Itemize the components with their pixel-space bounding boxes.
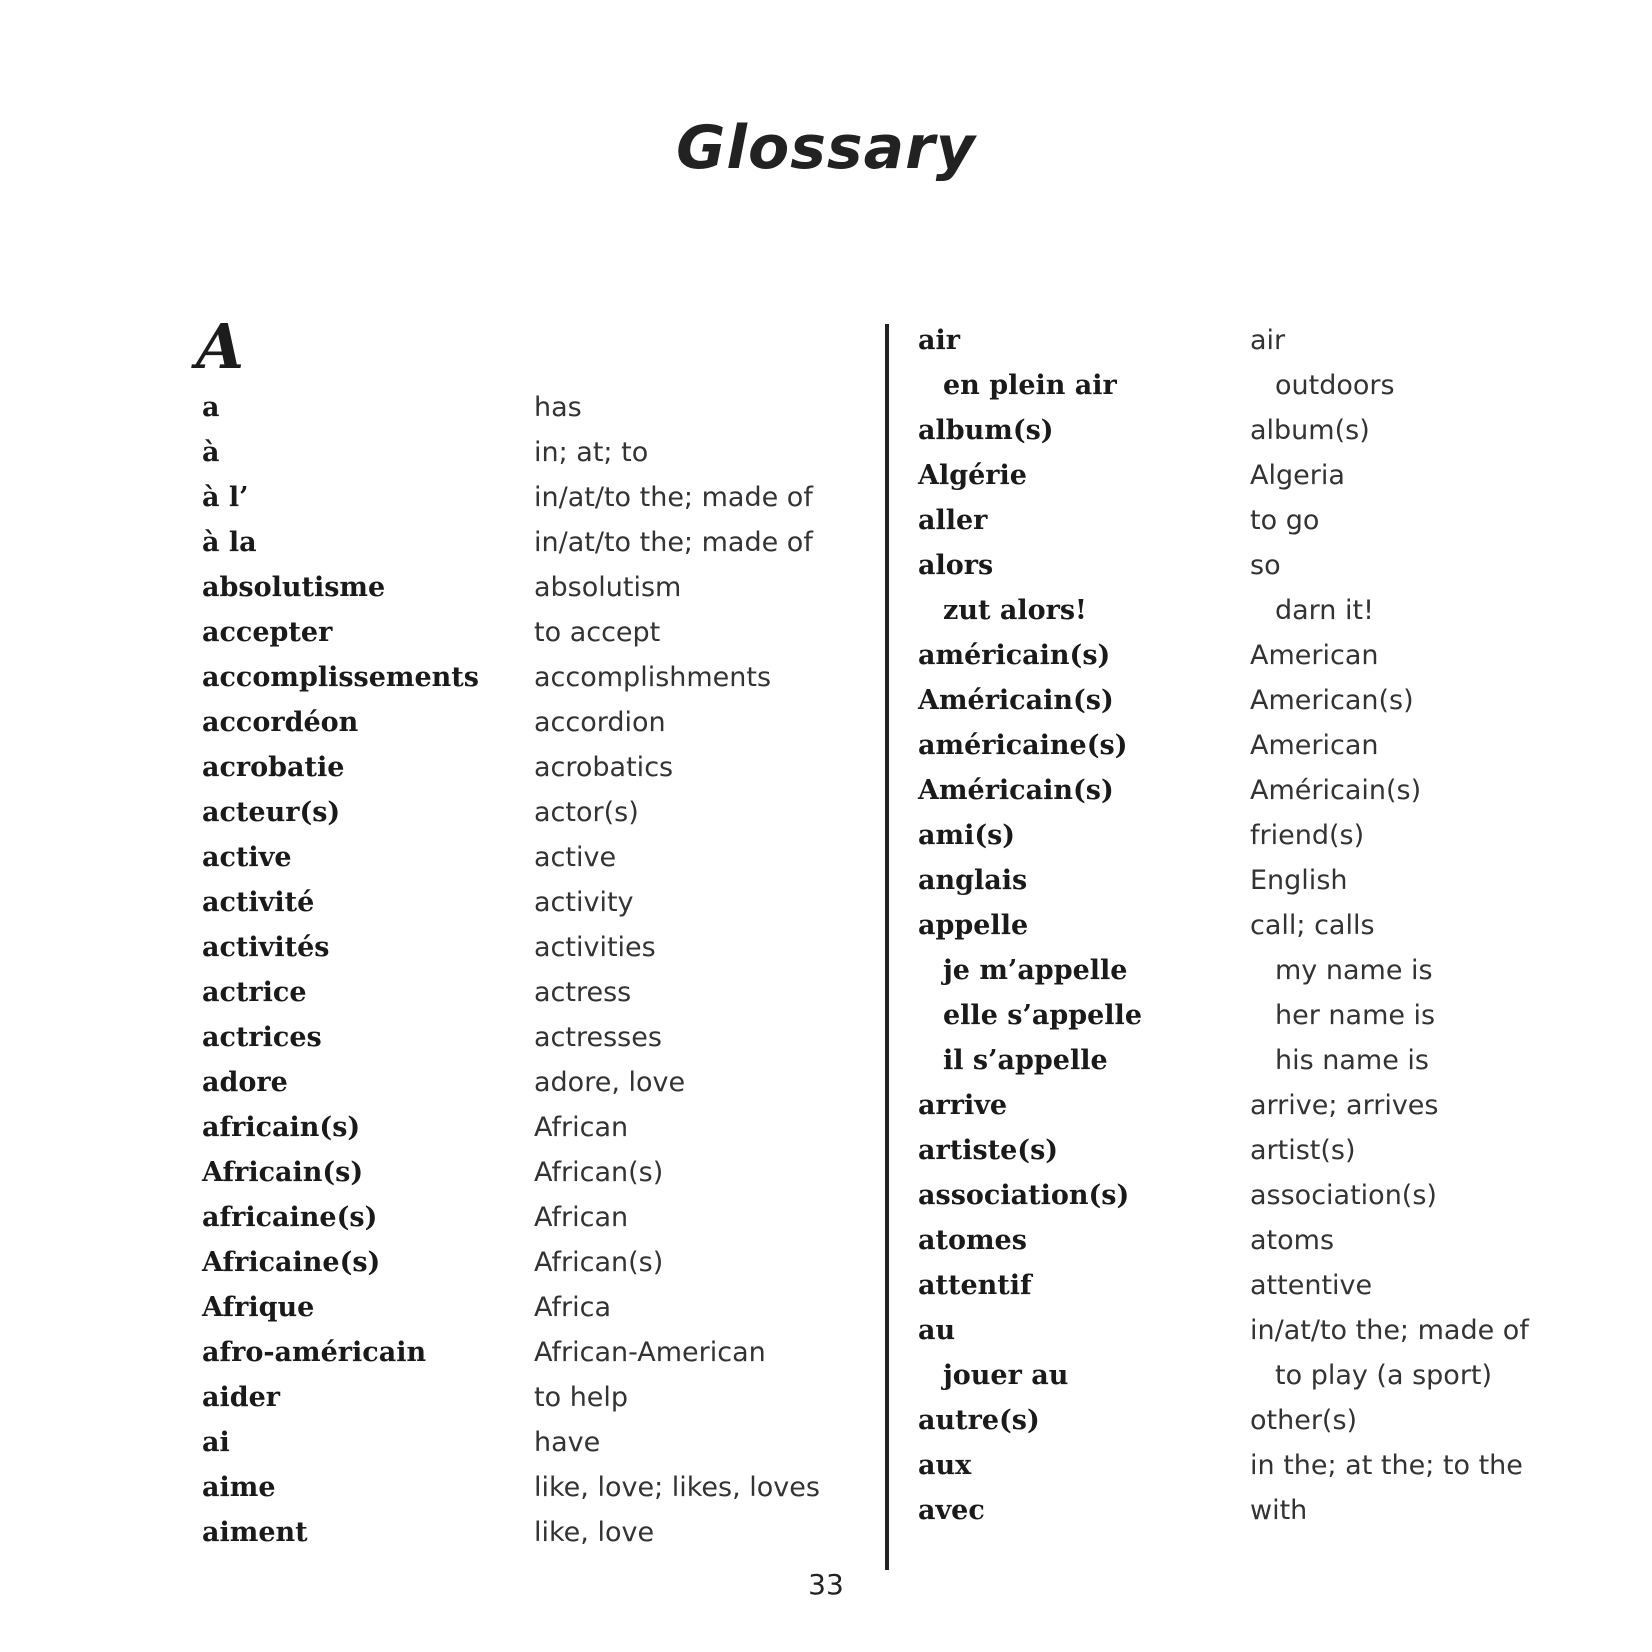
glossary-term: actrices [202,1022,322,1053]
glossary-entry [918,453,1558,498]
glossary-term: Africain(s) [202,1157,364,1188]
glossary-term: ami(s) [918,820,1016,851]
glossary-entry [202,835,842,880]
glossary-entry [918,1128,1558,1173]
glossary-entry [202,1240,842,1285]
glossary-definition: like, love; likes, loves [534,1472,820,1503]
glossary-entry [918,588,1558,633]
glossary-entry [202,925,842,970]
glossary-term: acteur(s) [202,797,341,828]
glossary-definition: in/at/to the; made of [1250,1315,1529,1346]
page-title: Glossary [676,113,976,183]
glossary-entry [918,408,1558,453]
glossary-definition: African(s) [534,1157,664,1188]
glossary-entry [918,858,1558,903]
glossary-term: atomes [918,1225,1027,1256]
glossary-entry [202,880,842,925]
glossary-term: aux [918,1450,972,1481]
glossary-entry [202,565,842,610]
glossary-term: elle s’appelle [943,1000,1142,1031]
glossary-entry [918,813,1558,858]
glossary-entry [202,1150,842,1195]
glossary-definition: has [534,392,582,423]
glossary-term: adore [202,1067,288,1098]
glossary-term: Afrique [202,1292,315,1323]
glossary-entry [918,1263,1558,1308]
glossary-entry [202,1465,842,1510]
glossary-entry [202,1420,842,1465]
glossary-definition: adore, love [534,1067,686,1098]
glossary-term: afro-américain [202,1337,427,1368]
glossary-term: air [918,325,960,356]
glossary-definition: to play (a sport) [1275,1360,1493,1391]
glossary-entry [918,633,1558,678]
glossary-entry [918,948,1558,993]
glossary-definition: activities [534,932,656,963]
glossary-definition: accomplishments [534,662,772,693]
glossary-entry [202,430,842,475]
glossary-definition: in/at/to the; made of [534,527,813,558]
glossary-entry [918,1218,1558,1263]
glossary-definition: accordion [534,707,666,738]
glossary-definition: air [1250,325,1286,356]
glossary-term: artiste(s) [918,1135,1059,1166]
glossary-definition: association(s) [1250,1180,1437,1211]
page-number: 33 [808,1568,844,1601]
glossary-definition: to go [1250,505,1320,536]
glossary-definition: actor(s) [534,797,639,828]
glossary-term: activité [202,887,315,918]
glossary-term: appelle [918,910,1029,941]
glossary-entry [202,385,842,430]
glossary-entry [918,1038,1558,1083]
glossary-entry [202,1285,842,1330]
glossary-entry [202,790,842,835]
glossary-term: absolutisme [202,572,386,603]
glossary-entry [918,543,1558,588]
glossary-term: aime [202,1472,276,1503]
glossary-definition: activity [534,887,634,918]
glossary-entry [918,363,1558,408]
glossary-definition: have [534,1427,601,1458]
glossary-entry [918,1308,1558,1353]
glossary-term: à [202,437,220,468]
glossary-definition: actress [534,977,632,1008]
glossary-term: il s’appelle [943,1045,1108,1076]
glossary-term: actrice [202,977,307,1008]
glossary-definition: his name is [1275,1045,1429,1076]
glossary-definition: atoms [1250,1225,1335,1256]
glossary-term: association(s) [918,1180,1130,1211]
glossary-definition: American [1250,730,1379,761]
glossary-entry [918,498,1558,543]
glossary-term: zut alors! [943,595,1087,626]
glossary-definition: attentive [1250,1270,1373,1301]
glossary-term: Africaine(s) [202,1247,381,1278]
glossary-definition: with [1250,1495,1308,1526]
glossary-definition: outdoors [1275,370,1395,401]
glossary-definition: Algeria [1250,460,1345,491]
glossary-definition: darn it! [1275,595,1374,626]
glossary-entry [202,610,842,655]
glossary-entry [202,655,842,700]
column-divider [885,324,889,1570]
glossary-definition: call; calls [1250,910,1375,941]
glossary-definition: friend(s) [1250,820,1365,851]
glossary-term: accepter [202,617,333,648]
glossary-definition: like, love [534,1517,655,1548]
glossary-definition: Africa [534,1292,612,1323]
glossary-entry [202,970,842,1015]
glossary-term: à la [202,527,257,558]
glossary-definition: absolutism [534,572,682,603]
glossary-entry [202,700,842,745]
glossary-entry [918,1443,1558,1488]
glossary-entry [202,1015,842,1060]
glossary-definition: African-American [534,1337,766,1368]
glossary-entry [202,520,842,565]
glossary-term: jouer au [943,1360,1069,1391]
glossary-right-column [918,318,1558,1533]
glossary-term: africain(s) [202,1112,361,1143]
glossary-term: a [202,392,220,423]
glossary-term: aller [918,505,988,536]
glossary-term: en plein air [943,370,1117,401]
glossary-entry [918,1488,1558,1533]
glossary-term: arrive [918,1090,1008,1121]
glossary-definition: actresses [534,1022,662,1053]
glossary-term: américain(s) [918,640,1111,671]
glossary-term: accordéon [202,707,359,738]
glossary-definition: African [534,1202,629,1233]
glossary-term: je m’appelle [943,955,1128,986]
glossary-term: aiment [202,1517,308,1548]
glossary-term: autre(s) [918,1405,1040,1436]
glossary-entry [202,1105,842,1150]
glossary-term: ai [202,1427,230,1458]
glossary-entry [918,723,1558,768]
section-letter: A [196,310,245,383]
glossary-term: à l’ [202,482,249,513]
glossary-entry [918,1083,1558,1128]
glossary-entry [918,1173,1558,1218]
glossary-definition: in; at; to [534,437,649,468]
glossary-definition: African(s) [534,1247,664,1278]
glossary-definition: English [1250,865,1348,896]
glossary-term: américaine(s) [918,730,1128,761]
glossary-term: accomplissements [202,662,479,693]
glossary-entry [918,318,1558,363]
glossary-term: Américain(s) [918,775,1114,806]
glossary-definition: artist(s) [1250,1135,1356,1166]
glossary-definition: so [1250,550,1281,581]
glossary-entry [918,1353,1558,1398]
glossary-term: album(s) [918,415,1054,446]
glossary-entry [202,1375,842,1420]
glossary-term: Algérie [918,460,1027,491]
glossary-definition: in/at/to the; made of [534,482,813,513]
glossary-term: activités [202,932,330,963]
glossary-term: aider [202,1382,281,1413]
glossary-term: attentif [918,1270,1032,1301]
glossary-entry [918,678,1558,723]
glossary-term: acrobatie [202,752,345,783]
glossary-definition: African [534,1112,629,1143]
glossary-definition: album(s) [1250,415,1370,446]
glossary-entry [918,903,1558,948]
glossary-definition: to help [534,1382,629,1413]
glossary-definition: my name is [1275,955,1433,986]
glossary-entry [202,1330,842,1375]
glossary-term: avec [918,1495,985,1526]
glossary-definition: American(s) [1250,685,1414,716]
glossary-entry [918,1398,1558,1443]
glossary-entry [202,745,842,790]
glossary-entry [918,768,1558,813]
glossary-definition: to accept [534,617,661,648]
glossary-definition: in the; at the; to the [1250,1450,1523,1481]
glossary-term: anglais [918,865,1028,896]
glossary-entry [918,993,1558,1038]
glossary-term: active [202,842,292,873]
glossary-term: Américain(s) [918,685,1114,716]
glossary-left-column [202,385,842,1555]
glossary-entry [202,1060,842,1105]
glossary-term: alors [918,550,994,581]
glossary-definition: other(s) [1250,1405,1358,1436]
glossary-definition: Américain(s) [1250,775,1422,806]
glossary-definition: American [1250,640,1379,671]
glossary-entry [202,1195,842,1240]
glossary-entry [202,475,842,520]
glossary-definition: arrive; arrives [1250,1090,1439,1121]
glossary-term: africaine(s) [202,1202,378,1233]
glossary-term: au [918,1315,956,1346]
glossary-definition: active [534,842,617,873]
glossary-entry [202,1510,842,1555]
glossary-definition: acrobatics [534,752,674,783]
glossary-definition: her name is [1275,1000,1436,1031]
